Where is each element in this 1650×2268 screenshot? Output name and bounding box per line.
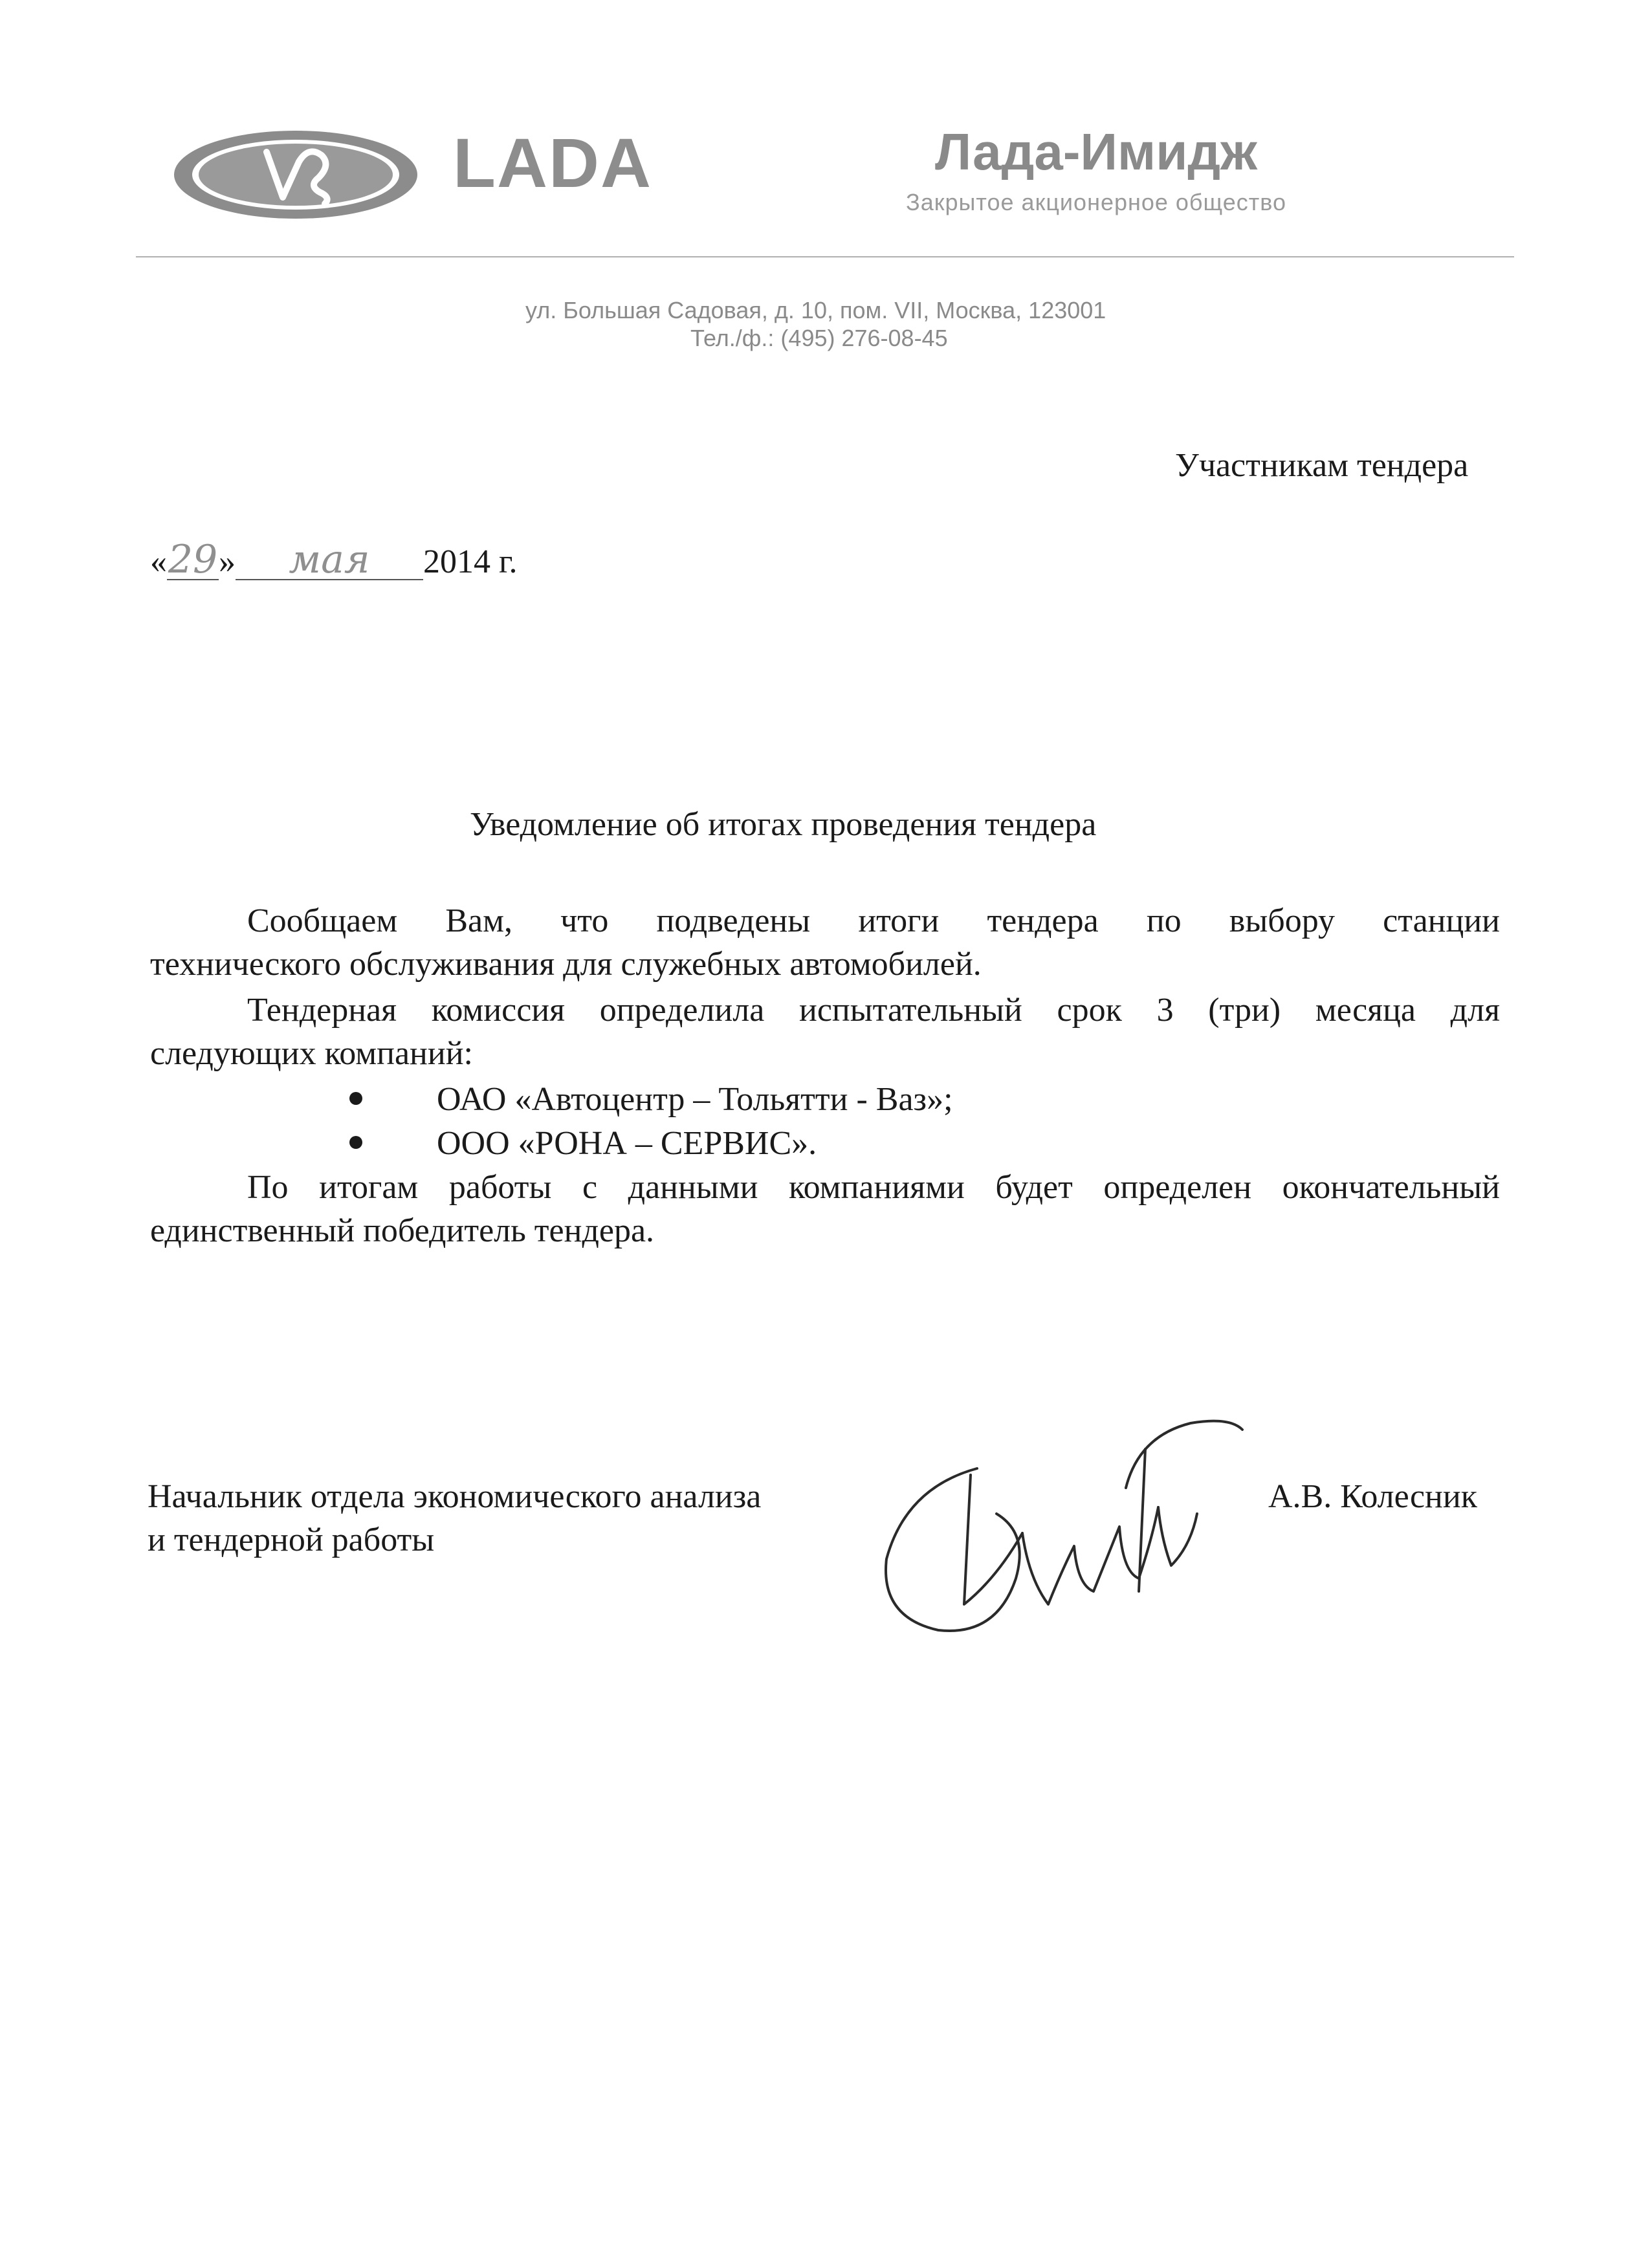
company-address: ул. Большая Садовая, д. 10, пом. VII, Москва, 123001 bbox=[525, 297, 1106, 323]
company-phone: Тел./ф.: (495) 276-08-45 bbox=[690, 325, 948, 351]
date-day: 29 bbox=[168, 537, 218, 582]
paragraph-3-line-1: По итогам работы с данными компаниями будет определен окончательный bbox=[247, 1169, 1500, 1206]
document-title: Уведомление об итогах проведения тендера bbox=[470, 806, 1097, 843]
letter-date bbox=[150, 537, 518, 582]
signer-position-line-2: и тендерной работы bbox=[148, 1521, 435, 1558]
recipient-line: Участникам тендера bbox=[1175, 447, 1469, 484]
paragraph-1-line-1: Сообщаем Вам, что подведены итоги тендера по выбору станции bbox=[247, 902, 1500, 939]
paragraph-1-line-2: технического обслуживания для служебных автомобилей. bbox=[150, 946, 982, 983]
company-type: Закрытое акционерное общество bbox=[906, 189, 1287, 215]
company-name: Лада-Имидж bbox=[935, 123, 1257, 180]
date-open-quote: « bbox=[150, 543, 167, 580]
bullet-icon bbox=[349, 1136, 362, 1149]
date-month-field bbox=[236, 537, 423, 582]
signature-icon bbox=[867, 1410, 1255, 1643]
paragraph-2-line-2: следующих компаний: bbox=[150, 1035, 473, 1072]
signer-position-line-1: Начальник отдела экономического анализа bbox=[148, 1478, 762, 1515]
header-divider bbox=[136, 256, 1514, 257]
list-item: ООО «РОНА – СЕРВИС». bbox=[437, 1125, 817, 1162]
bullet-icon bbox=[349, 1092, 362, 1105]
paragraph-3-line-2: единственный победитель тендера. bbox=[150, 1212, 655, 1249]
signer-name: А.В. Колесник bbox=[1268, 1478, 1477, 1515]
paragraph-2-line-1: Тендерная комиссия определила испытательный срок 3 (три) месяца для bbox=[247, 992, 1500, 1029]
date-month: мая bbox=[289, 537, 370, 582]
date-year: 2014 г. bbox=[423, 543, 518, 580]
lada-logo-icon bbox=[170, 126, 422, 223]
date-day-field bbox=[167, 537, 219, 582]
list-item: ОАО «Автоцентр – Тольятти - Ваз»; bbox=[437, 1081, 953, 1118]
date-close-quote: » bbox=[219, 543, 236, 580]
logo-wordmark: LADA bbox=[453, 124, 652, 202]
